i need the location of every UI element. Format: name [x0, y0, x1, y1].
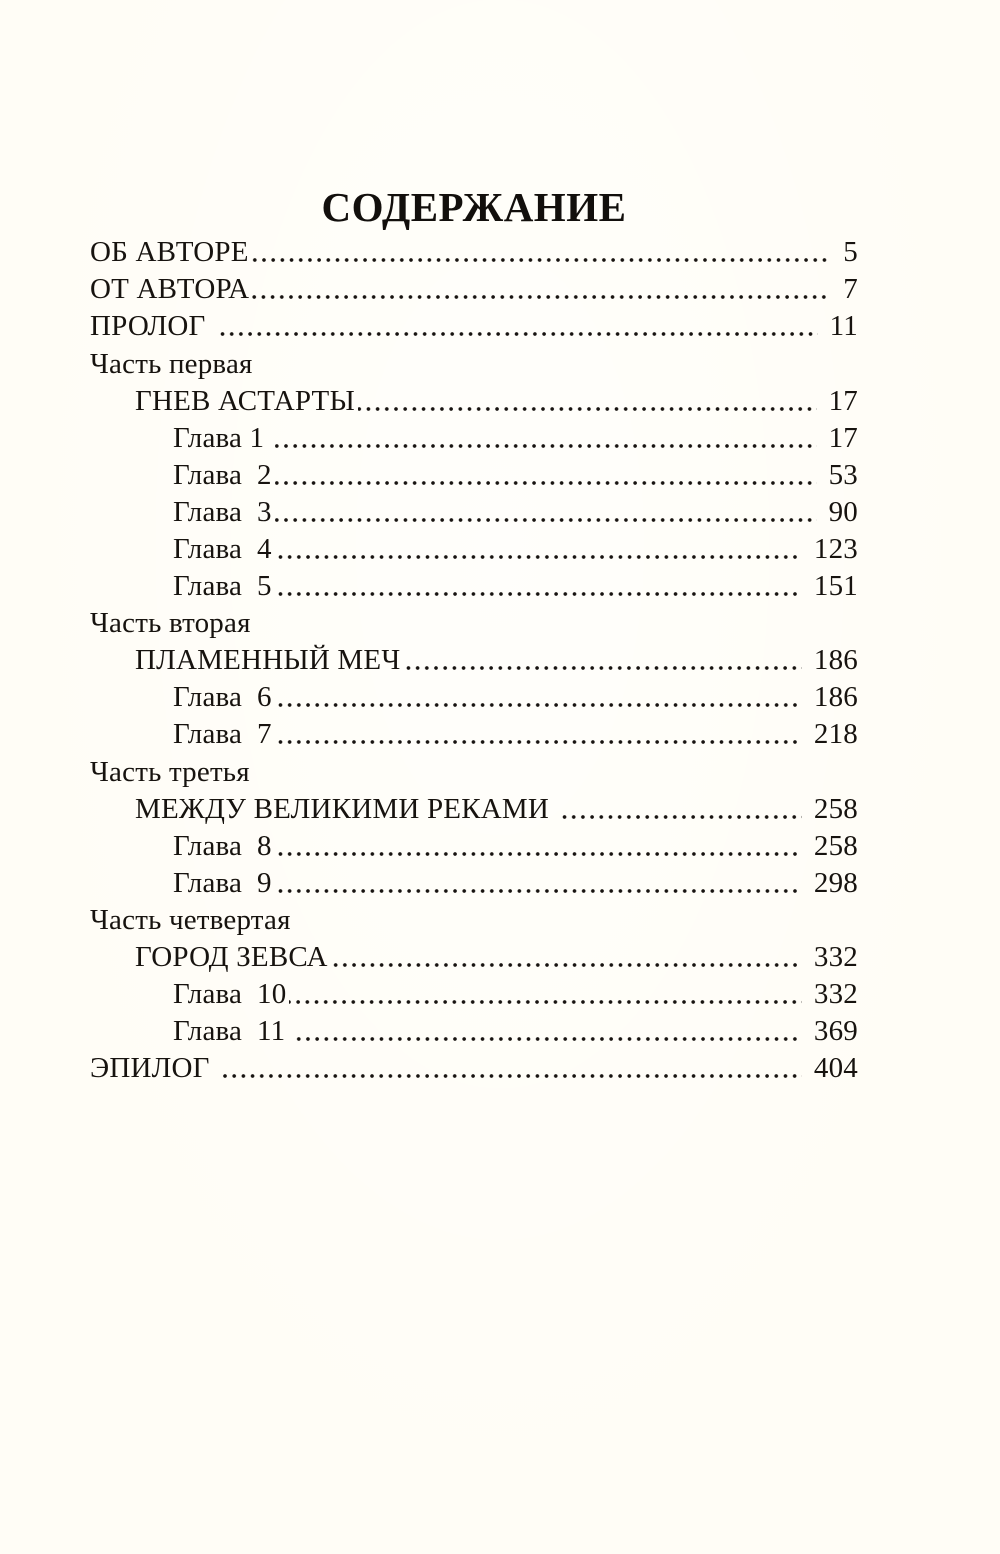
toc-entry-page: 186 — [813, 681, 858, 714]
toc-entry-label: Глава 11 — [173, 1015, 293, 1048]
toc-entry-row — [90, 827, 858, 864]
toc-entry-label: ОБ АВТОРЕ — [90, 236, 249, 269]
toc-entry-label: ПЛАМЕННЫЙ МЕЧ — [135, 644, 401, 677]
toc-entry-page: 186 — [813, 644, 858, 677]
toc-entry-row — [90, 975, 858, 1012]
toc-entry-page: 298 — [813, 866, 858, 899]
toc-entry-label: Глава 8 — [173, 829, 272, 862]
toc-entry-row — [90, 901, 858, 938]
toc-entry-row — [90, 790, 858, 827]
toc-entry-label: Часть вторая — [90, 607, 251, 640]
toc-entry-label: Глава 3 — [173, 495, 272, 528]
toc-entry-page: 258 — [813, 829, 858, 862]
toc-entry-row — [90, 752, 858, 789]
dot-leader — [275, 740, 802, 744]
toc-entry-label: Глава 6 — [173, 681, 272, 714]
toc-entry-page: 404 — [813, 1052, 858, 1085]
toc-entry-row — [90, 604, 858, 641]
toc-entry-row — [90, 270, 858, 307]
page-title: СОДЕРЖАНИЕ — [321, 184, 627, 230]
toc-entry-page: 218 — [813, 718, 858, 751]
toc-entry-label: Часть первая — [90, 347, 253, 380]
dot-leader — [275, 555, 802, 559]
toc-entry-label: ПРОЛОГ — [90, 310, 213, 343]
toc-entry-row — [90, 1012, 858, 1049]
toc-entry-label: Глава 10 — [173, 978, 287, 1011]
toc-entry-row — [90, 493, 858, 530]
dot-leader — [289, 1000, 801, 1004]
toc-entry-page: 332 — [813, 978, 858, 1011]
toc-entry-row — [90, 382, 858, 419]
dot-leader — [252, 258, 832, 262]
dot-leader — [403, 666, 802, 670]
toc-entry-label: Глава 1 — [173, 421, 272, 454]
toc-entry-label: Глава 9 — [173, 866, 272, 899]
toc-entry-page: 123 — [813, 532, 858, 565]
dot-leader — [275, 592, 802, 596]
toc-entry-row — [90, 419, 858, 456]
dot-leader — [296, 1037, 802, 1041]
toc-entry-label: Глава 7 — [173, 718, 272, 751]
toc-entry-label: ГОРОД ЗЕВСА — [135, 941, 328, 974]
toc-list — [90, 233, 858, 1086]
toc-entry-page: 11 — [829, 310, 858, 343]
toc-entry-label: ГНЕВ АСТАРТЫ — [135, 384, 355, 417]
toc-entry-label: ОТ АВТОРА — [90, 273, 250, 306]
toc-entry-row — [90, 864, 858, 901]
toc-entry-label: Глава 4 — [173, 532, 272, 565]
toc-entry-page: 17 — [828, 384, 858, 417]
dot-leader — [216, 332, 818, 336]
dot-leader — [252, 295, 831, 299]
dot-leader — [275, 889, 802, 893]
toc-entry-page: 151 — [813, 570, 858, 603]
toc-entry-label: МЕЖДУ ВЕЛИКИМИ РЕКАМИ — [135, 792, 557, 825]
toc-entry-label: Часть четвертая — [90, 903, 291, 936]
toc-entry-row — [90, 1049, 858, 1086]
toc-entry-page: 7 — [843, 273, 858, 306]
toc-entry-row — [90, 530, 858, 567]
toc-entry-row — [90, 307, 858, 344]
toc-entry-row — [90, 456, 858, 493]
toc-entry-label: Часть третья — [90, 755, 250, 788]
toc-entry-row — [90, 678, 858, 715]
toc-entry-page: 369 — [813, 1015, 858, 1048]
dot-leader — [275, 444, 817, 448]
toc-entry-row — [90, 233, 858, 270]
toc-entry-page: 90 — [828, 495, 858, 528]
dot-leader — [275, 703, 802, 707]
toc-entry-label: Глава 2 — [173, 458, 272, 491]
toc-entry-row — [90, 938, 858, 975]
toc-entry-row — [90, 344, 858, 381]
dot-leader — [275, 852, 802, 856]
toc-entry-page: 17 — [828, 421, 858, 454]
toc-entry-page: 53 — [828, 458, 858, 491]
toc-entry-page: 332 — [813, 941, 858, 974]
dot-leader — [275, 518, 817, 522]
toc-entry-label: Глава 5 — [173, 570, 272, 603]
toc-entry-row — [90, 567, 858, 604]
dot-leader — [358, 407, 817, 411]
toc-entry-row — [90, 641, 858, 678]
dot-leader — [275, 481, 817, 485]
toc-entry-page: 258 — [813, 792, 858, 825]
toc-entry-label: ЭПИЛОГ — [90, 1052, 218, 1085]
dot-leader — [559, 815, 801, 819]
toc-entry-row — [90, 715, 858, 752]
dot-leader — [331, 963, 802, 967]
toc-entry-page: 5 — [843, 236, 858, 269]
dot-leader — [220, 1074, 802, 1078]
